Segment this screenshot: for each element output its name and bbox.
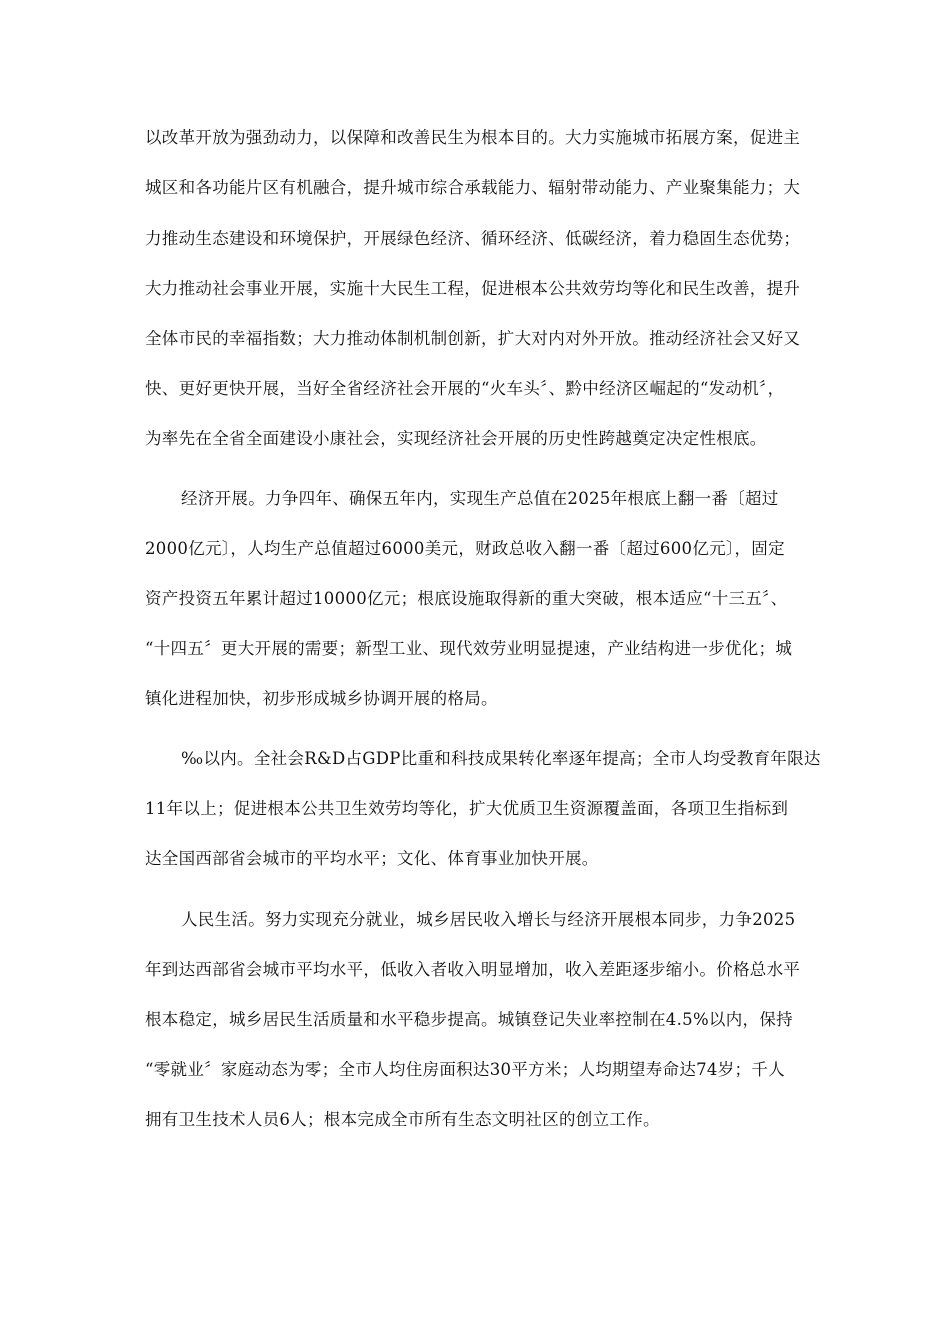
paragraph-1-line-5: 全体市民的幸福指数；大力推动体制机制创新，扩大对内对外开放。推动经济社会又好又 (145, 329, 801, 348)
paragraph-4-line-3: 根本稳定，城乡居民生活质量和水平稳步提高。城镇登记失业率控制在4.5%以内，保持 (145, 1010, 793, 1029)
paragraph-4-line-1: 人民生活。努力实现充分就业，城乡居民收入增长与经济开展根本同步，力争2025 (181, 910, 796, 929)
paragraph-3-line-2: 11年以上；促进根本公共卫生效劳均等化，扩大优质卫生资源覆盖面，各项卫生指标到 (145, 799, 789, 818)
paragraph-2-line-4: “十四五〞更大开展的需要；新型工业、现代效劳业明显提速，产业结构进一步优化；城 (145, 639, 793, 658)
paragraph-4-line-5: 拥有卫生技术人员6人；根本完成全市所有生态文明社区的创立工作。 (145, 1110, 660, 1129)
paragraph-2-line-5: 镇化进程加快，初步形成城乡协调开展的格局。 (145, 689, 498, 708)
paragraph-4-line-2: 年到达西部省会城市平均水平，低收入者收入明显增加，收入差距逐步缩小。价格总水平 (145, 960, 801, 979)
paragraph-4-line-4: “零就业〞家庭动态为零；全市人均住房面积达30平方米；人均期望寿命达74岁；千人 (145, 1060, 785, 1079)
paragraph-3-line-3: 达全国西部省会城市的平均水平；文化、体育事业加快开展。 (145, 849, 599, 868)
paragraph-1-line-4: 大力推动社会事业开展，实施十大民生工程，促进根本公共效劳均等化和民生改善，提升 (145, 279, 801, 298)
paragraph-3-line-1: ‰以内。全社会R&D占GDP比重和科技成果转化率逐年提高；全市人均受教育年限达 (181, 749, 821, 768)
paragraph-2-line-3: 资产投资五年累计超过10000亿元；根底设施取得新的重大突破，根本适应“十三五〞、 (145, 589, 788, 608)
paragraph-1-line-7: 为率先在全省全面建设小康社会，实现经济社会开展的历史性跨越奠定决定性根底。 (145, 429, 767, 448)
paragraph-1-line-6: 快、更好更快开展，当好全省经济社会开展的“火车头〞、黔中经济区崛起的“发动机〞， (145, 379, 785, 398)
paragraph-1-line-2: 城区和各功能片区有机融合，提升城市综合承载能力、辐射带动能力、产业聚集能力；大 (145, 178, 801, 197)
paragraph-1-line-3: 力推动生态建设和环境保护，开展绿色经济、循环经济、低碳经济，着力稳固生态优势； (145, 229, 801, 248)
paragraph-1-line-1: 以改革开放为强劲动力，以保障和改善民生为根本目的。大力实施城市拓展方案，促进主 (145, 128, 801, 147)
paragraph-2-line-2: 2000亿元〕，人均生产总值超过6000美元，财政总收入翻一番〔超过600亿元〕，固定 (145, 539, 785, 558)
paragraph-2-line-1: 经济开展。力争四年、确保五年内，实现生产总值在2025年根底上翻一番〔超过 (181, 489, 779, 508)
